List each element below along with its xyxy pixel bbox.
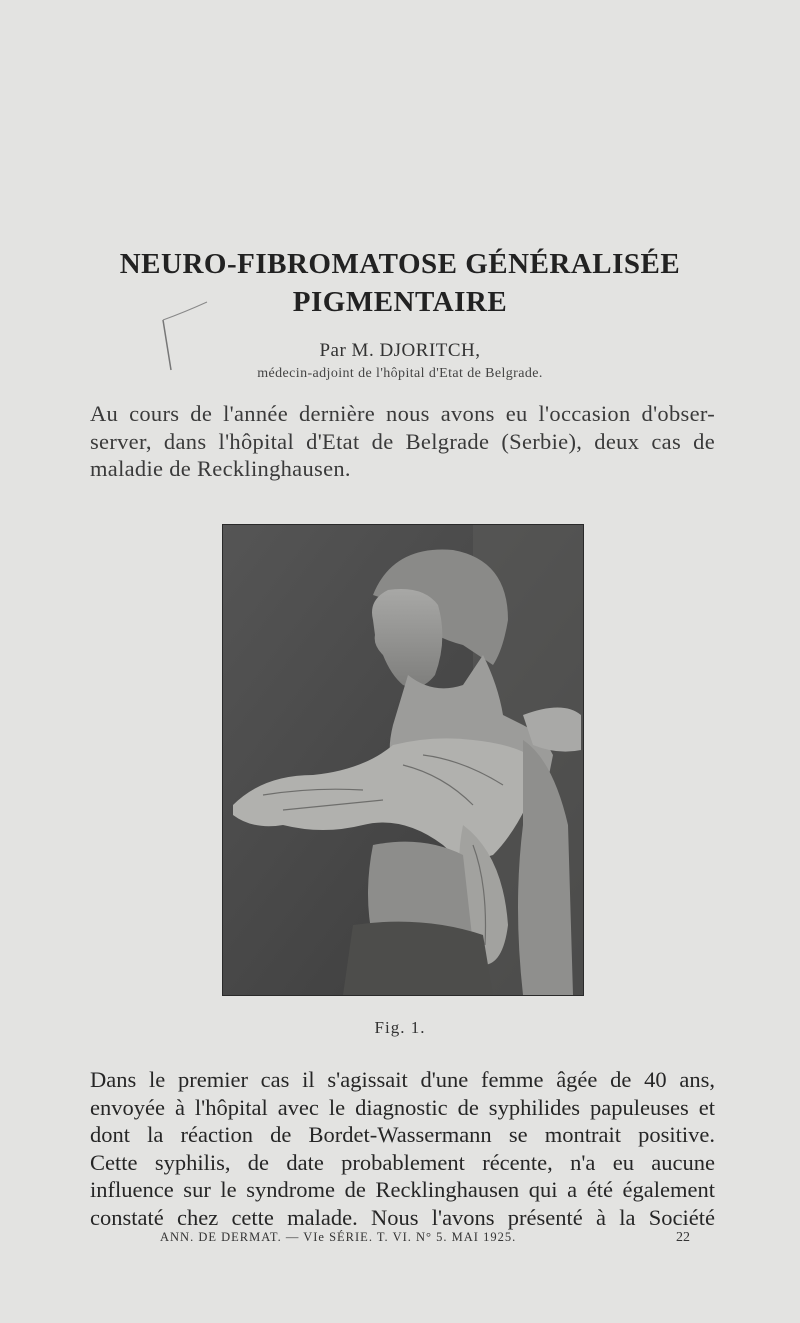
body-line: Cette syphilis, de date probablement récente, n'a eu aucune <box>90 1149 715 1175</box>
article-title-line-2: PIGMENTAIRE <box>292 286 508 318</box>
body-line: dont la réaction de Bordet-Wassermann se montrait positive. <box>90 1122 715 1147</box>
journal-footer: ANN. DE DERMAT. — VIe SÉRIE. T. VI. N° 5. MAI 1925. <box>160 1230 517 1244</box>
article-title-line-1: NEURO-FIBROMATOSE GÉNÉRALISÉE <box>119 248 681 280</box>
page-number: 22 <box>676 1230 690 1245</box>
intro-line: server, dans l'hôpital d'Etat de Belgrade (Serbie), deux cas de <box>90 428 715 454</box>
author-affiliation: médecin-adjoint de l'hôpital d'Etat de Belgrade. <box>257 366 543 381</box>
patient-photograph <box>222 524 584 996</box>
body-paragraph <box>90 1066 715 1231</box>
body-line: envoyée à l'hôpital avec le diagnostic de syphilides papuleuses et <box>90 1094 715 1120</box>
photograph-illustration <box>223 525 583 995</box>
body-line: constaté chez cette malade. Nous l'avons présenté à la Société <box>90 1204 715 1230</box>
body-line: influence sur le syndrome de Recklinghausen qui a été également <box>90 1177 715 1202</box>
intro-line: maladie de Recklinghausen. <box>90 456 351 481</box>
figure-caption: Fig. 1. <box>374 1018 426 1037</box>
intro-paragraph <box>90 400 715 483</box>
intro-line: Au cours de l'année dernière nous avons eu l'occasion d'obser- <box>90 401 715 426</box>
body-line: Dans le premier cas il s'agissait d'une femme âgée de 40 ans, <box>90 1067 715 1092</box>
author-name: Par M. DJORITCH, <box>319 340 481 361</box>
